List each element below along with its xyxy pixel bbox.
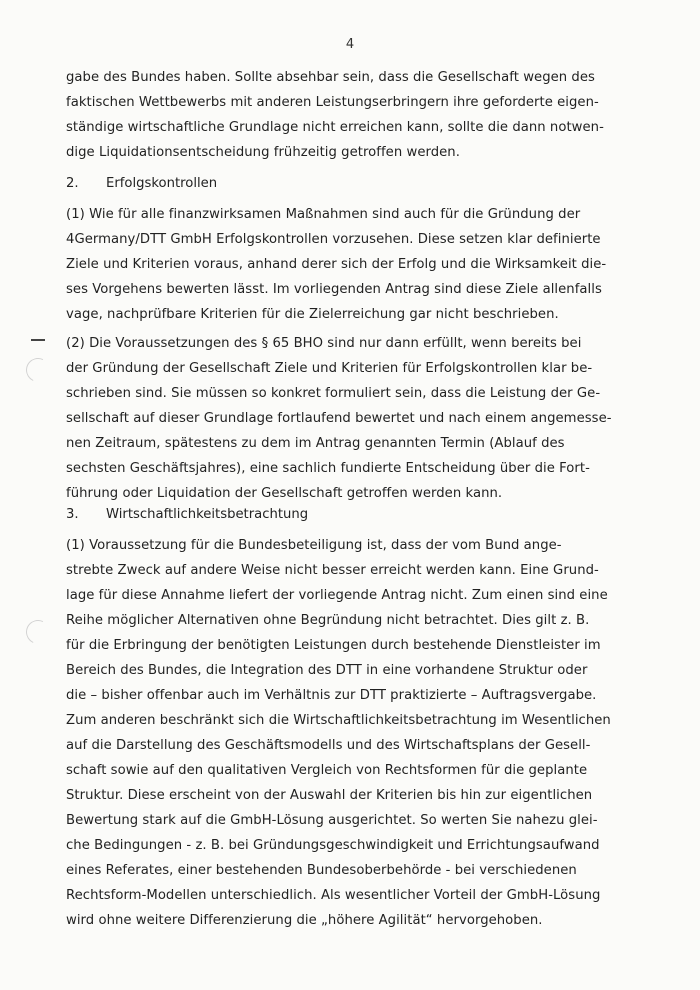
punch-hole-icon	[23, 617, 54, 648]
text-line: lage für diese Annahme liefert der vorliegende Antrag nicht. Zum einen sind eine	[66, 588, 608, 603]
text-line: (1) Voraussetzung für die Bundesbeteiligung ist, dass der vom Bund ange-	[66, 538, 562, 553]
text-line: der Gründung der Gesellschaft Ziele und Kriterien für Erfolgskontrollen klar be-	[66, 361, 593, 376]
text-line: Rechtsform-Modellen unterschiedlich. Als wesentlicher Vorteil der GmbH-Lösung	[66, 888, 601, 903]
text-line: für die Erbringung der benötigten Leistungen durch bestehende Dienstleister im	[66, 638, 601, 653]
text-line: sellschaft auf dieser Grundlage fortlaufend bewertet und nach einem angemesse-	[66, 411, 612, 426]
text-line: gabe des Bundes haben. Sollte absehbar sein, dass die Gesellschaft wegen des	[66, 70, 595, 85]
page-number: 4	[345, 37, 355, 52]
margin-mark	[31, 339, 45, 341]
text-line: Bereich des Bundes, die Integration des DTT in eine vorhandene Struktur oder	[66, 663, 588, 678]
text-line: che Bedingungen - z. B. bei Gründungsgeschwindigkeit und Errichtungsaufwand	[66, 838, 600, 853]
section-number: 2.	[66, 176, 79, 191]
text-line: führung oder Liquidation der Gesellschaft getroffen werden kann.	[66, 486, 503, 501]
punch-hole-icon	[23, 355, 54, 386]
text-line: ses Vorgehens bewerten lässt. Im vorliegenden Antrag sind diese Ziele allenfalls	[66, 282, 602, 297]
text-line: wird ohne weitere Differenzierung die „höhere Agilität“ hervorgehoben.	[66, 913, 543, 928]
text-line: faktischen Wettbewerbs mit anderen Leistungserbringern ihre geforderte eigen-	[66, 95, 599, 110]
text-line: Reihe möglicher Alternativen ohne Begründung nicht betrachtet. Dies gilt z. B.	[66, 613, 590, 628]
text-line: dige Liquidationsentscheidung frühzeitig getroffen werden.	[66, 145, 460, 160]
section-heading: Erfolgskontrollen	[106, 176, 218, 191]
text-line: (2) Die Voraussetzungen des § 65 BHO sind nur dann erfüllt, wenn bereits bei	[66, 336, 582, 351]
text-line: Struktur. Diese erscheint von der Auswahl der Kriterien bis hin zur eigentlichen	[66, 788, 593, 803]
text-line: ständige wirtschaftliche Grundlage nicht erreichen kann, sollte die dann notwen-	[66, 120, 604, 135]
text-line: nen Zeitraum, spätestens zu dem im Antrag genannten Termin (Ablauf des	[66, 436, 565, 451]
text-line: eines Referates, einer bestehenden Bundesoberbehörde - bei verschiedenen	[66, 863, 577, 878]
text-line: schaft sowie auf den qualitativen Vergleich von Rechtsformen für die geplante	[66, 763, 588, 778]
text-line: auf die Darstellung des Geschäftsmodells und des Wirtschaftsplans der Gesell-	[66, 738, 591, 753]
text-line: die – bisher offenbar auch im Verhältnis zur DTT praktizierte – Auftragsvergabe.	[66, 688, 597, 703]
text-line: strebte Zweck auf andere Weise nicht besser erreicht werden kann. Eine Grund-	[66, 563, 599, 578]
text-line: schrieben sind. Sie müssen so konkret formuliert sein, dass die Leistung der Ge-	[66, 386, 601, 401]
section-heading: Wirtschaftlichkeitsbetrachtung	[106, 507, 309, 522]
text-line: vage, nachprüfbare Kriterien für die Zielerreichung gar nicht beschrieben.	[66, 307, 559, 322]
text-line: (1) Wie für alle finanzwirksamen Maßnahmen sind auch für die Gründung der	[66, 207, 581, 222]
text-line: sechsten Geschäftsjahres), eine sachlich fundierte Entscheidung über die Fort-	[66, 461, 590, 476]
text-line: Ziele und Kriterien voraus, anhand derer sich der Erfolg und die Wirksamkeit die-	[66, 257, 607, 272]
text-line: Zum anderen beschränkt sich die Wirtschaftlichkeitsbetrachtung im Wesentlichen	[66, 713, 611, 728]
text-line: 4Germany/DTT GmbH Erfolgskontrollen vorzusehen. Diese setzen klar definierte	[66, 232, 601, 247]
section-number: 3.	[66, 507, 79, 522]
text-line: Bewertung stark auf die GmbH-Lösung ausgerichtet. So werten Sie nahezu glei-	[66, 813, 598, 828]
